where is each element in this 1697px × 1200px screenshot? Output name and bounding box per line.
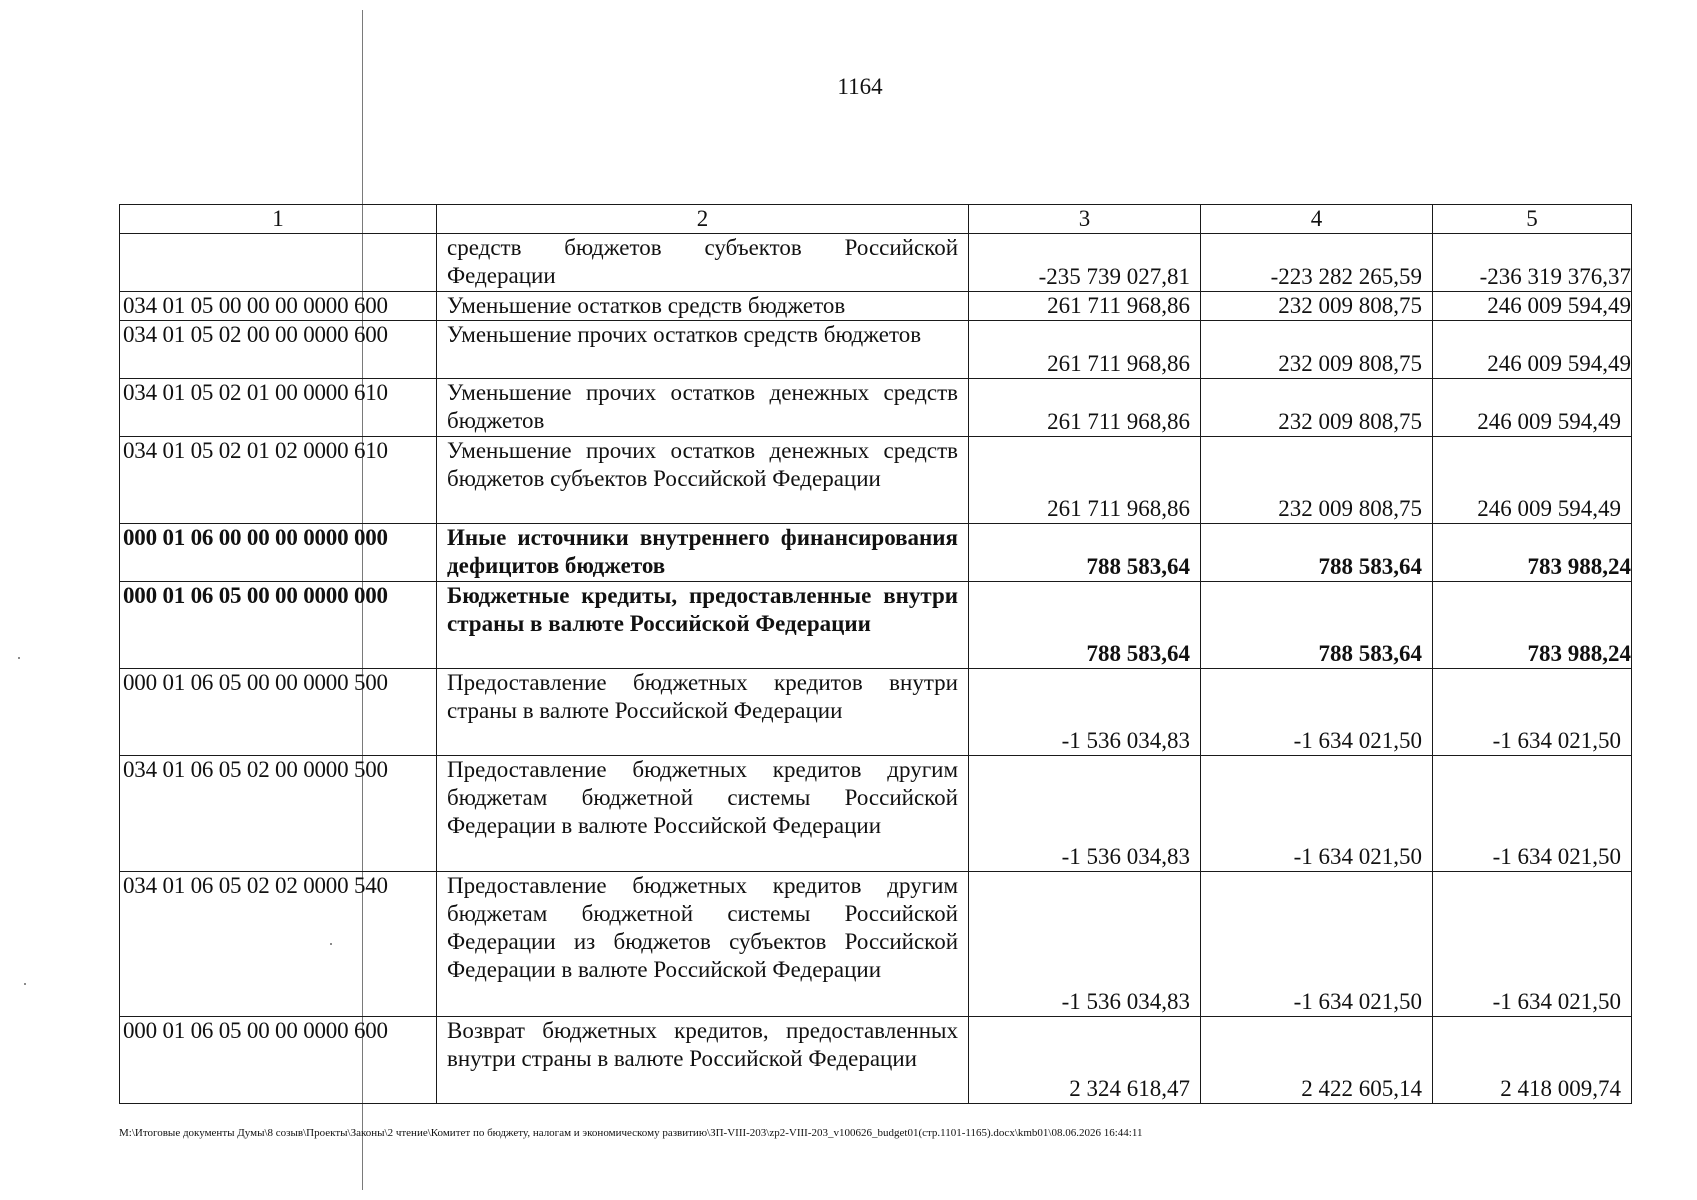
table-row [120,756,1632,872]
column-header: 4 [1201,205,1433,234]
table-row [120,437,1632,524]
amount-col3: -1 536 034,83 [969,669,1201,756]
scan-artifact-dot [18,657,20,659]
column-number-row [120,205,1632,234]
amount-col5: -1 634 021,50 [1433,756,1632,872]
table-row [120,524,1632,582]
amount-col5: -236 319 376,37 [1433,234,1632,292]
budget-code: 000 01 06 00 00 00 0000 000 [120,524,437,582]
budget-code: 034 01 05 02 01 02 0000 610 [120,437,437,524]
table-row [120,321,1632,379]
column-header: 1 [120,205,437,234]
amount-col5: 783 988,24 [1433,524,1632,582]
document-path-footer: M:\Итоговые документы Думы\8 созыв\Проекты\Законы\2 чтение\Комитет по бюджету, налогам и экономическому развитию\ЗП-VIII-203\zp2-VIII-203_v100626_budget01(стр.1101-1165).docx\kmb01\08.06.2026 16:44:11 [119,1127,1143,1139]
budget-code: 034 01 05 02 00 00 0000 600 [120,321,437,379]
table-row [120,872,1632,1017]
item-name: Предоставление бюджетных кредитов другим бюджетам бюджетной системы Российской Федерации в валюте Российской Федерации [437,756,969,872]
amount-col5: -1 634 021,50 [1433,872,1632,1017]
budget-code: 034 01 06 05 02 00 0000 500 [120,756,437,872]
amount-col4: -223 282 265,59 [1201,234,1433,292]
budget-code: 034 01 05 02 01 00 0000 610 [120,379,437,437]
amount-col5: 246 009 594,49 [1433,321,1632,379]
amount-col4: -1 634 021,50 [1201,756,1433,872]
table-row [120,669,1632,756]
table-row [120,582,1632,669]
item-name: Иные источники внутреннего финансирования дефицитов бюджетов [437,524,969,582]
budget-table [119,204,1632,1104]
amount-col4: 232 009 808,75 [1201,437,1433,524]
table-row [120,379,1632,437]
item-name: Бюджетные кредиты, предоставленные внутри страны в валюте Российской Федерации [437,582,969,669]
amount-col3: -1 536 034,83 [969,756,1201,872]
amount-col5: 246 009 594,49 [1433,437,1632,524]
amount-col5: -1 634 021,50 [1433,669,1632,756]
item-name: Уменьшение прочих остатков денежных средств бюджетов [437,379,969,437]
item-name: Уменьшение прочих остатков средств бюджетов [437,321,969,379]
amount-col3: 788 583,64 [969,582,1201,669]
item-name: средств бюджетов субъектов Российской Федерации [437,234,969,292]
amount-col4: 232 009 808,75 [1201,292,1433,321]
amount-col5: 246 009 594,49 [1433,292,1632,321]
amount-col4: 232 009 808,75 [1201,379,1433,437]
table-row [120,292,1632,321]
item-name: Уменьшение прочих остатков денежных средств бюджетов субъектов Российской Федерации [437,437,969,524]
table-row [120,234,1632,292]
item-name: Возврат бюджетных кредитов, предоставленных внутри страны в валюте Российской Федерации [437,1017,969,1104]
scan-artifact-dot [24,983,26,985]
amount-col4: -1 634 021,50 [1201,669,1433,756]
page-number: 1164 [837,74,883,99]
budget-code [120,234,437,292]
budget-code: 000 01 06 05 00 00 0000 600 [120,1017,437,1104]
amount-col3: -235 739 027,81 [969,234,1201,292]
amount-col4: 788 583,64 [1201,582,1433,669]
budget-code: 034 01 06 05 02 02 0000 540 [120,872,437,1017]
amount-col3: 261 711 968,86 [969,379,1201,437]
amount-col5: 246 009 594,49 [1433,379,1632,437]
budget-code: 000 01 06 05 00 00 0000 500 [120,669,437,756]
amount-col4: 788 583,64 [1201,524,1433,582]
amount-col5: 2 418 009,74 [1433,1017,1632,1104]
amount-col5: 783 988,24 [1433,582,1632,669]
amount-col3: 788 583,64 [969,524,1201,582]
amount-col3: 2 324 618,47 [969,1017,1201,1104]
item-name: Предоставление бюджетных кредитов внутри страны в валюте Российской Федерации [437,669,969,756]
column-header: 5 [1433,205,1632,234]
item-name: Уменьшение остатков средств бюджетов [437,292,969,321]
column-header: 2 [437,205,969,234]
item-name: Предоставление бюджетных кредитов другим бюджетам бюджетной системы Российской Федерации из бюджетов субъектов Российской Федерации в валюте Российской Федерации [437,872,969,1017]
amount-col3: -1 536 034,83 [969,872,1201,1017]
amount-col3: 261 711 968,86 [969,321,1201,379]
budget-code: 034 01 05 00 00 00 0000 600 [120,292,437,321]
amount-col4: 232 009 808,75 [1201,321,1433,379]
amount-col4: -1 634 021,50 [1201,872,1433,1017]
amount-col3: 261 711 968,86 [969,437,1201,524]
amount-col3: 261 711 968,86 [969,292,1201,321]
column-header: 3 [969,205,1201,234]
amount-col4: 2 422 605,14 [1201,1017,1433,1104]
budget-code: 000 01 06 05 00 00 0000 000 [120,582,437,669]
table-row [120,1017,1632,1104]
